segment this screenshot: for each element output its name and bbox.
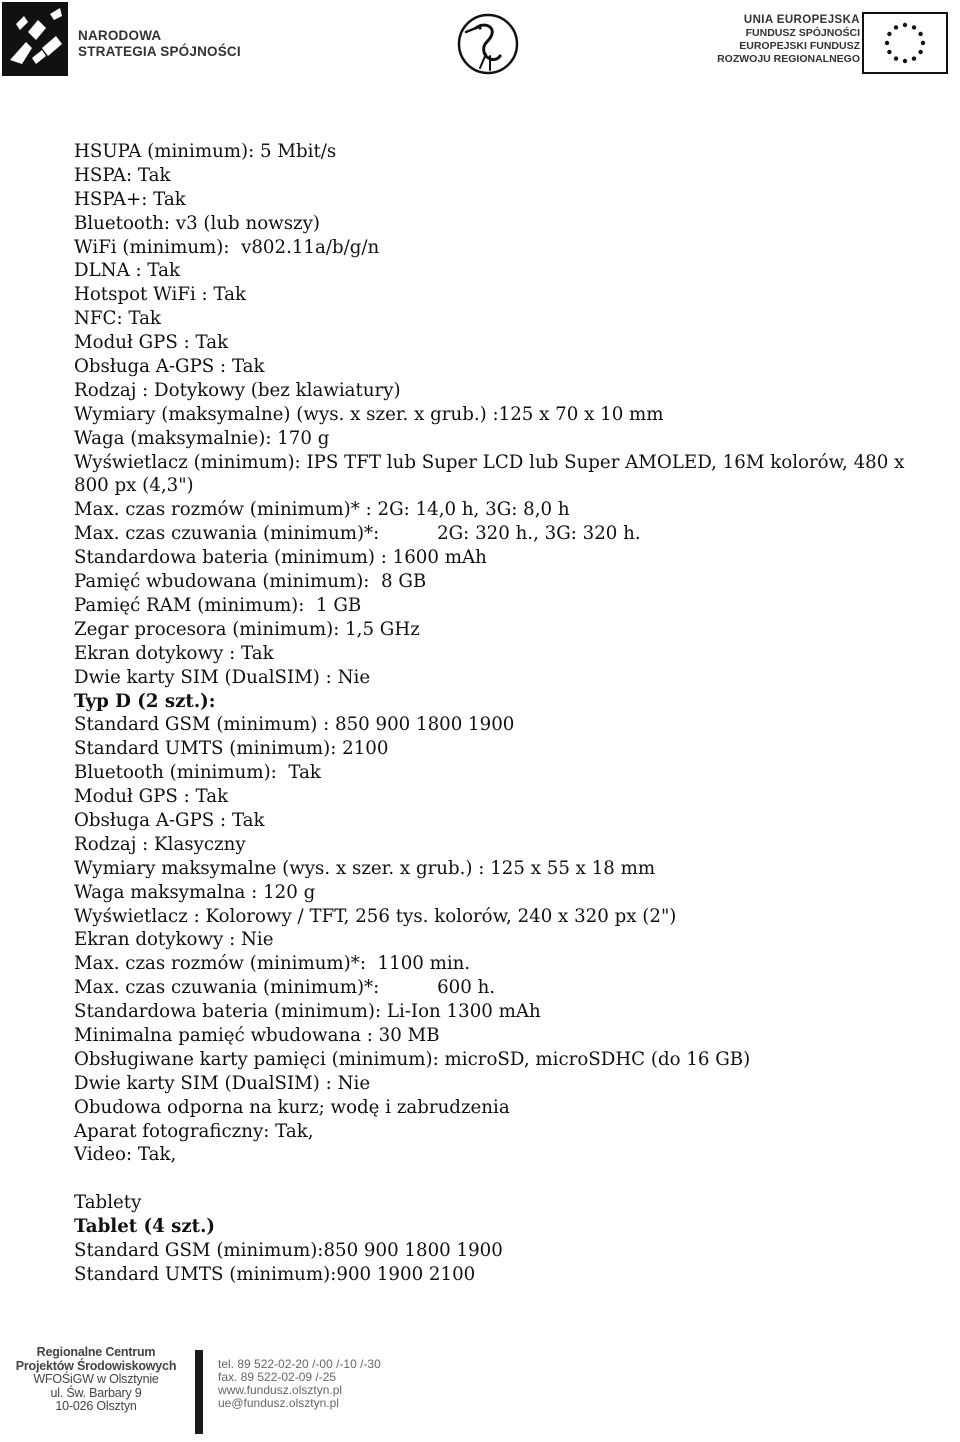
spec-line: Rodzaj : Klasyczny <box>74 833 246 855</box>
footer-org-line-4: ul. Św. Barbary 9 <box>50 1385 142 1400</box>
eu-line-4: ROZWOJU REGIONALNEGO <box>717 53 860 65</box>
document-body <box>74 140 934 1287</box>
footer-org-line-3: WFOŚiGW w Olsztynie <box>33 1372 159 1386</box>
spec-line: Standard GSM (minimum):850 900 1800 1900 <box>74 1240 503 1261</box>
blank-line <box>74 1167 934 1191</box>
spec-line: Moduł GPS : Tak <box>74 332 229 354</box>
spec-line: Bluetooth: v3 (lub nowszy) <box>74 212 320 234</box>
spec-line: Pamięć wbudowana (minimum): 8 GB <box>74 571 427 593</box>
section-heading-typ-d: Typ D (2 szt.): <box>74 690 216 712</box>
spec-line: Waga maksymalna : 120 g <box>74 881 316 903</box>
spec-line: Standard UMTS (minimum):900 1900 2100 <box>74 1263 476 1285</box>
spec-line: Zegar procesora (minimum): 1,5 GHz <box>74 618 420 640</box>
spec-line: Obsługa A-GPS : Tak <box>74 356 265 378</box>
spec-line: Waga (maksymalnie): 170 g <box>74 427 330 449</box>
spec-line: Obsługa A-GPS : Tak <box>74 809 265 831</box>
spec-line: Minimalna pamięć wbudowana : 30 MB <box>74 1024 440 1046</box>
stork-icon <box>456 12 520 76</box>
eu-line-2: FUNDUSZ SPÓJNOŚCI <box>745 27 860 39</box>
spec-line: Standardowa bateria (minimum) : 1600 mAh <box>74 547 487 569</box>
footer-divider <box>195 1350 203 1434</box>
nss-logo <box>2 2 241 82</box>
spec-line: DLNA : Tak <box>74 260 180 282</box>
eu-logo-text <box>710 14 860 66</box>
footer-website: www.fundusz.olsztyn.pl <box>218 1383 343 1397</box>
footer-org-line-1: Regionalne Centrum <box>36 1345 156 1359</box>
spec-line: HSUPA (minimum): 5 Mbit/s <box>74 141 337 162</box>
spec-line: Max. czas czuwania (minimum)*: 600 h. <box>74 977 496 999</box>
footer-fax: fax. 89 522-02-09 /-25 <box>218 1370 337 1384</box>
spec-line: Obudowa odporna na kurz; wodę i zabrudzenia <box>74 1096 510 1118</box>
spec-line: Standard GSM (minimum) : 850 900 1800 1900 <box>74 714 515 736</box>
spec-line: Video: Tak, <box>74 1144 177 1166</box>
spec-line: Hotspot WiFi : Tak <box>74 284 247 306</box>
spec-line: Dwie karty SIM (DualSIM) : Nie <box>74 1072 371 1094</box>
footer-org-line-5: 10-026 Olsztyn <box>55 1399 137 1413</box>
eu-line-3: EUROPEJSKI FUNDUSZ <box>739 40 860 52</box>
eu-flag-icon <box>862 12 948 74</box>
section-heading-tablet: Tablet (4 szt.) <box>74 1216 216 1238</box>
spec-line: Ekran dotykowy : Nie <box>74 929 274 951</box>
eu-line-1: UNIA EUROPEJSKA <box>743 14 860 26</box>
spec-line: Ekran dotykowy : Tak <box>74 642 274 664</box>
spec-line: Dwie karty SIM (DualSIM) : Nie <box>74 666 371 688</box>
spec-line: Pamięć RAM (minimum): 1 GB <box>74 594 362 616</box>
spec-line: Aparat fotograficzny: Tak, <box>74 1120 314 1142</box>
spec-line: Obsługiwane karty pamięci (minimum): microSD, microSDHC (do 16 GB) <box>74 1048 751 1070</box>
footer-email: ue@fundusz.olsztyn.pl <box>218 1396 339 1410</box>
nss-line-1: NARODOWA <box>78 28 162 43</box>
spec-line: Standard UMTS (minimum): 2100 <box>74 738 389 760</box>
nss-emblem-icon <box>2 2 68 76</box>
spec-line: Standardowa bateria (minimum): Li-Ion 1300 mAh <box>74 1001 541 1023</box>
spec-line: WiFi (minimum): v802.11a/b/g/n <box>74 236 380 258</box>
spec-line: Moduł GPS : Tak <box>74 786 229 808</box>
spec-line: Max. czas czuwania (minimum)*: 2G: 320 h., 3G: 320 h. <box>74 523 641 545</box>
section-label-tablety: Tablety <box>74 1192 142 1214</box>
spec-line: NFC: Tak <box>74 308 161 330</box>
nss-line-2: STRATEGIA SPÓJNOŚCI <box>78 44 241 59</box>
spec-line: Max. czas rozmów (minimum)*: 1100 min. <box>74 953 471 975</box>
spec-line: Wyświetlacz : Kolorowy / TFT, 256 tys. kolorów, 240 x 320 px (2") <box>74 905 677 927</box>
nss-logo-text <box>78 28 241 60</box>
spec-line: Wymiary maksymalne (wys. x szer. x grub.) : 125 x 55 x 18 mm <box>74 857 656 879</box>
page-header <box>0 0 960 88</box>
footer-organization <box>6 1346 186 1414</box>
spec-line: Wymiary (maksymalne) (wys. x szer. x grub.) :125 x 70 x 10 mm <box>74 403 664 425</box>
spec-line: HSPA: Tak <box>74 164 171 186</box>
footer-contact <box>218 1358 381 1410</box>
spec-line: Wyświetlacz (minimum): IPS TFT lub Super LCD lub Super AMOLED, 16M kolorów, 480 x 800 px (4,3") <box>74 451 905 497</box>
spec-line: Rodzaj : Dotykowy (bez klawiatury) <box>74 379 401 401</box>
spec-line: HSPA+: Tak <box>74 188 186 210</box>
footer-org-line-2: Projektów Środowiskowych <box>15 1358 177 1373</box>
footer-phone: tel. 89 522-02-20 /-00 /-10 /-30 <box>218 1357 381 1371</box>
page-footer <box>0 1340 960 1442</box>
spec-line: Max. czas rozmów (minimum)* : 2G: 14,0 h, 3G: 8,0 h <box>74 499 570 521</box>
spec-line: Bluetooth (minimum): Tak <box>74 762 321 784</box>
